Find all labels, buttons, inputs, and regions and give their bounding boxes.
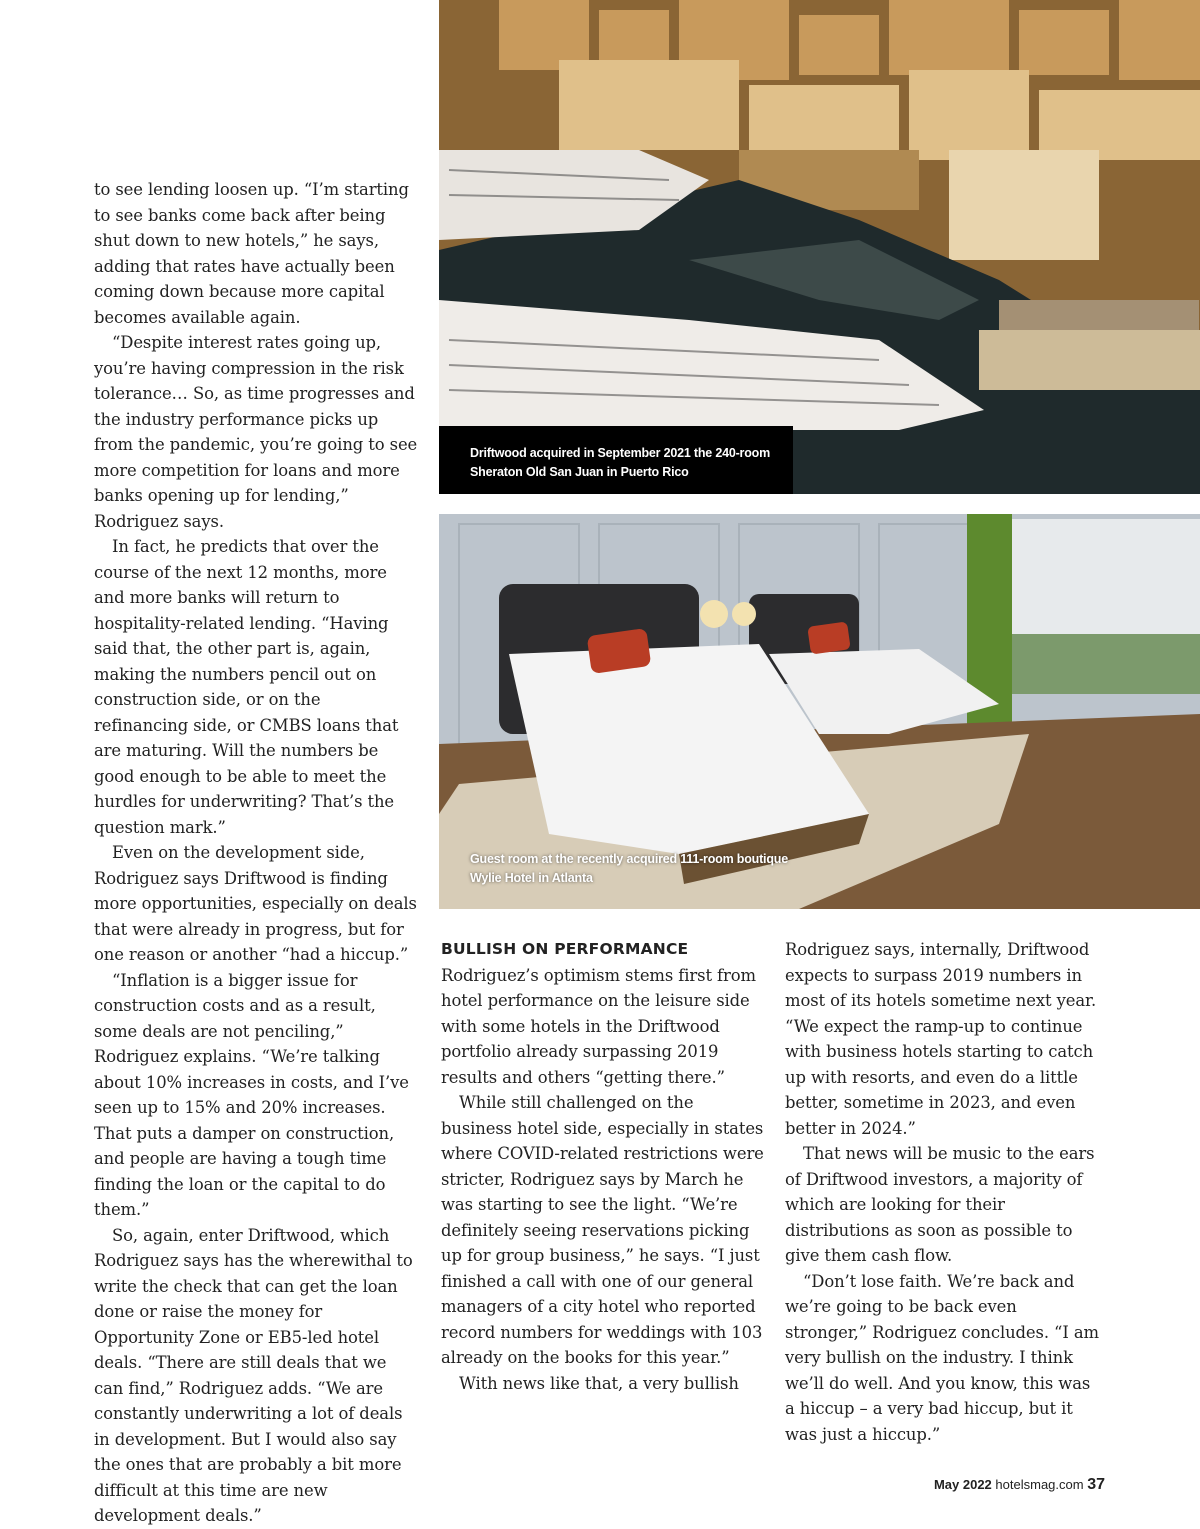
photo-caption: Guest room at the recently acquired 111-room boutique Wylie Hotel in Atlanta — [470, 852, 788, 885]
paragraph: While still challenged on the business hotel side, especially in states where COVID-related restrictions were stricter, Rodriguez says by March he was starting to see the light. “We’re definitely seeing reservations picking up for group business,” he says. “I just finished a call with one of our general managers of a city hotel who reported record numbers for weddings with 103 already on the books for this year.” — [441, 1093, 764, 1367]
page-footer — [934, 1476, 1105, 1494]
paragraph: That news will be music to the ears of Driftwood investors, a majority of which are looking for their distributions as soon as possible to give them cash flow. — [785, 1144, 1095, 1265]
right-column — [785, 937, 1103, 1447]
left-column — [94, 177, 418, 1529]
photo-san-juan-aerial — [439, 0, 1200, 494]
website: hotelsmag.com — [995, 1477, 1084, 1492]
paragraph: With news like that, a very bullish — [459, 1373, 739, 1393]
paragraph: “Don’t lose faith. We’re back and we’re going to be back even stronger,” Rodriguez concludes. “I am very bullish on the industry. I think we’ll do well. And you know, this was a hiccup – a very bad hiccup, but it was just a hiccup.” — [785, 1271, 1099, 1444]
paragraph: to see lending loosen up. “I’m starting to see banks come back after being shut down to new hotels,” he says, adding that rates have actually been coming down because more capital becomes available again. — [94, 180, 409, 327]
city-illustration — [439, 0, 1200, 494]
section-heading: BULLISH ON PERFORMANCE — [441, 940, 689, 958]
page-number: 37 — [1087, 1476, 1105, 1493]
photo-guest-room — [439, 514, 1200, 909]
paragraph: Rodriguez says, internally, Driftwood expects to surpass 2019 numbers in most of its hotels sometime next year. “We expect the ramp-up to continue with business hotels starting to catch up with resorts, and even do a little better, sometime in 2023, and even better in 2024.” — [785, 940, 1097, 1138]
paragraph: In fact, he predicts that over the course of the next 12 months, more and more banks will return to hospitality-related lending. “Having said that, the other part is, again, making the numbers pencil out on construction side, or on the refinancing side, or CMBS loans that are maturing. Will the numbers be good enough to be able to meet the hurdles for underwriting? That’s the question mark.” — [94, 537, 399, 837]
paragraph: Rodriguez’s optimism stems first from hotel performance on the leisure side with some hotels in the Driftwood portfolio already surpassing 2019 results and others “getting there.” — [441, 965, 756, 1087]
paragraph: Even on the development side, Rodriguez says Driftwood is finding more opportunities, especially on deals that were already in progress, but for one reason or another “had a hiccup.” — [94, 843, 417, 964]
paragraph: “Inflation is a bigger issue for construction costs and as a result, some deals are not penciling,” Rodriguez explains. “We’re talking about 10% increases in costs, and I’ve seen up to 15% and 20% increases. That puts a damper on construction, and people are having a tough time finding the loan or the capital to do them.” — [94, 970, 409, 1219]
photo-caption: Driftwood acquired in September 2021 the 240-room Sheraton Old San Juan in Puerto Rico — [470, 446, 770, 479]
paragraph: So, again, enter Driftwood, which Rodriguez says has the wherewithal to write the check that can get the loan done or raise the money for Opportunity Zone or EB5-led hotel deals. “There are still deals that we can find,” Rodriguez adds. “We are constantly underwriting a lot of deals in development. But I would also say the ones that are probably a bit more difficult at this time are new development deals.” — [94, 1225, 413, 1525]
middle-column — [441, 937, 765, 1396]
paragraph: “Despite interest rates going up, you’re having compression in the risk tolerance… So, as time progresses and the industry performance picks up from the pandemic, you’re going to see more competition for loans and more banks opening up for lending,” Rodriguez says. — [94, 333, 418, 531]
issue-date: May 2022 — [933, 1477, 992, 1492]
